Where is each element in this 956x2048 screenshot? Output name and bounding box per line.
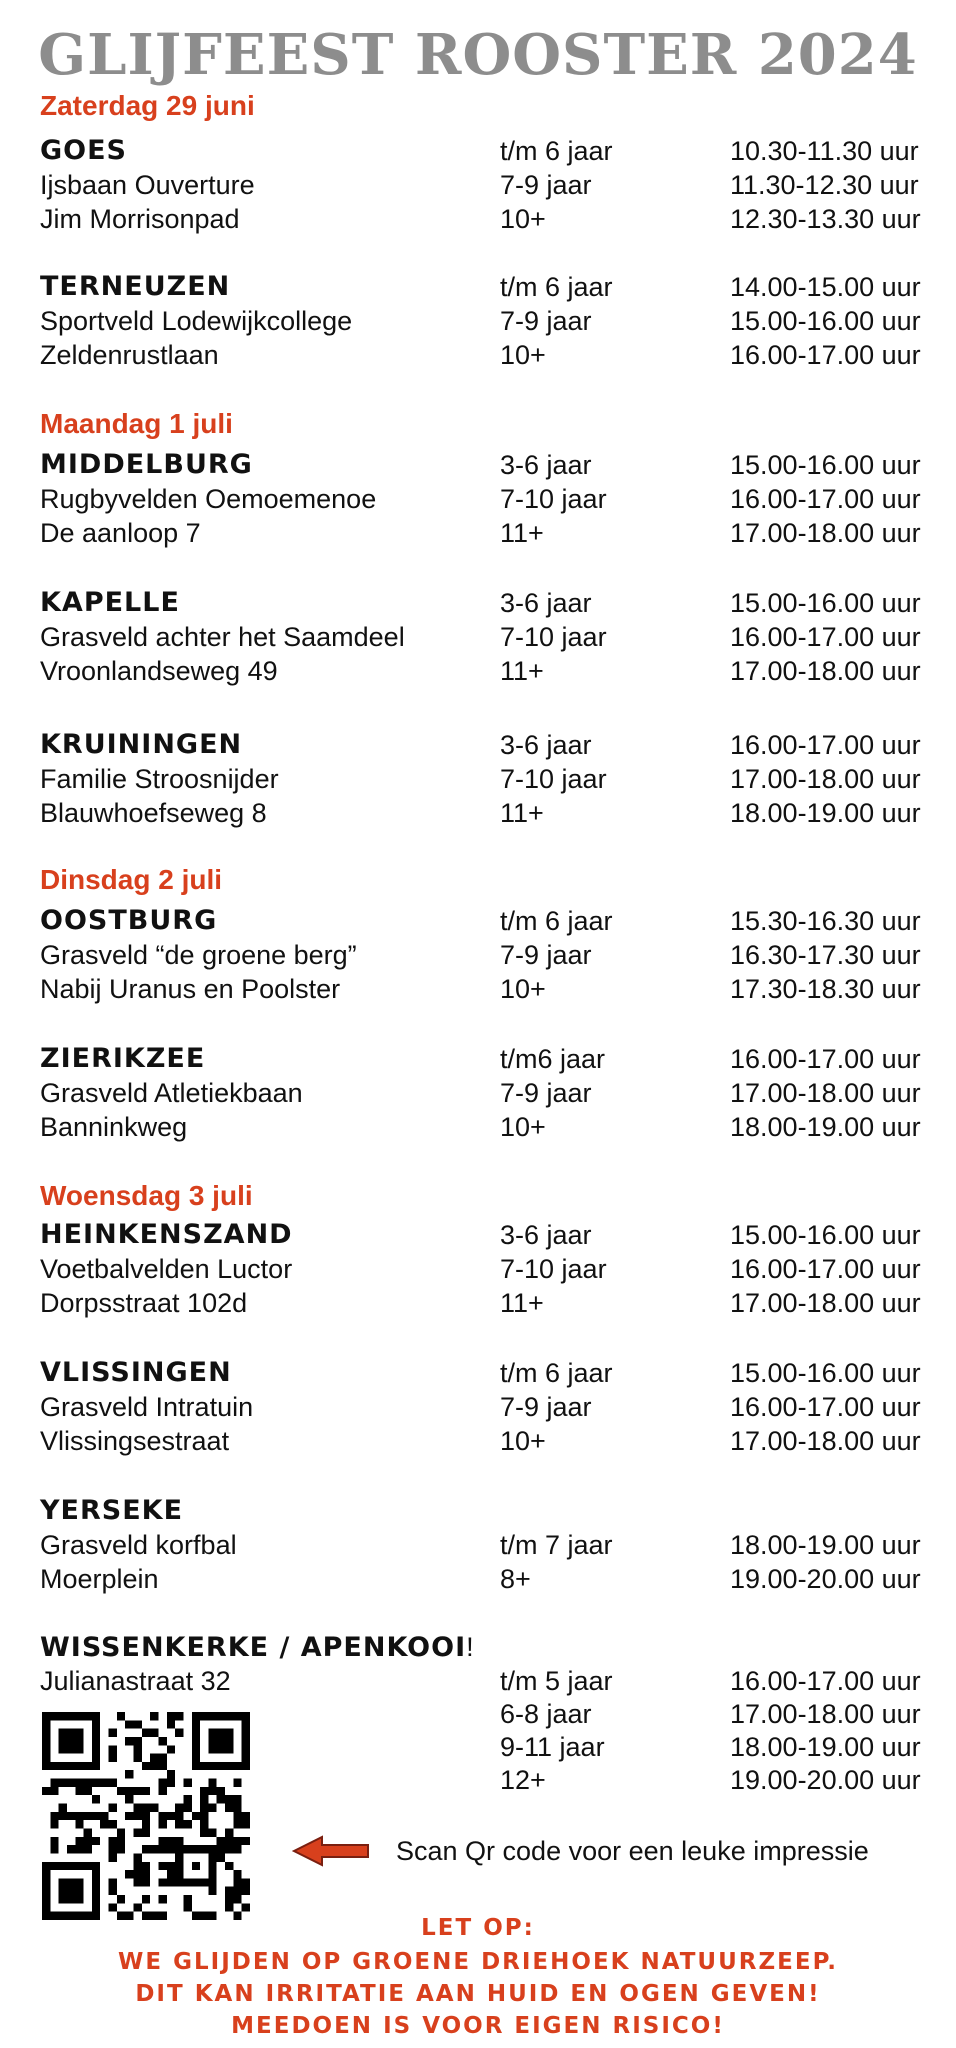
location-name: KAPELLE xyxy=(40,587,180,618)
location-goes-row xyxy=(0,202,956,236)
day-heading-zaterdag: Zaterdag 29 juni xyxy=(40,90,255,121)
location-kapelle-row xyxy=(0,586,956,620)
location-yerseke-row xyxy=(0,1562,956,1596)
time-slot: 17.30-18.30 uur xyxy=(730,974,921,1004)
time-slot: 16.00-17.00 uur xyxy=(730,484,921,514)
warning-heading: LET OP: xyxy=(421,1915,535,1941)
time-slot: 17.00-18.00 uur xyxy=(730,1288,921,1318)
location-middelburg-row xyxy=(0,448,956,482)
location-kapelle-row xyxy=(0,654,956,688)
location-zierikzee-row xyxy=(0,1110,956,1144)
age-group: 9-11 jaar xyxy=(500,1732,605,1762)
location-zierikzee-row xyxy=(0,1076,956,1110)
age-group: 7-9 jaar xyxy=(500,1078,592,1108)
location-terneuzen-row xyxy=(0,270,956,304)
venue: Voetbalvelden Luctor xyxy=(40,1254,293,1284)
location-name: GOES xyxy=(40,135,128,166)
time-slot: 18.00-19.00 uur xyxy=(730,1112,921,1142)
time-slot: 17.00-18.00 uur xyxy=(730,656,921,686)
location-goes-row xyxy=(0,134,956,168)
age-group: 6-8 jaar xyxy=(500,1699,592,1729)
time-slot: 11.30-12.30 uur xyxy=(730,170,919,200)
location-name: OOSTBURG xyxy=(40,905,218,936)
location-heinkenszand-row xyxy=(0,1252,956,1286)
warning-line: WE GLIJDEN OP GROENE DRIEHOEK NATUURZEEP. xyxy=(118,1949,838,1975)
age-group: 7-10 jaar xyxy=(500,1254,607,1284)
location-terneuzen-row xyxy=(0,338,956,372)
time-slot: 16.30-17.30 uur xyxy=(730,940,921,970)
location-name: ZIERIKZEE xyxy=(40,1043,206,1074)
time-slot: 10.30-11.30 uur xyxy=(730,136,919,166)
location-name: MIDDELBURG xyxy=(40,449,253,480)
location-zierikzee-row xyxy=(0,1042,956,1076)
age-group: t/m6 jaar xyxy=(500,1044,606,1074)
time-slot: 15.00-16.00 uur xyxy=(730,588,921,618)
age-group: t/m 5 jaar xyxy=(500,1666,613,1696)
address: De aanloop 7 xyxy=(40,518,201,548)
location-oostburg-row xyxy=(0,904,956,938)
location-name: KRUININGEN xyxy=(40,729,243,760)
age-group: t/m 6 jaar xyxy=(500,136,613,166)
address: Nabij Uranus en Poolster xyxy=(40,974,341,1004)
time-slot: 19.00-20.00 uur xyxy=(730,1765,921,1795)
warning-line: DIT KAN IRRITATIE AAN HUID EN OGEN GEVEN! xyxy=(135,1981,821,2007)
location-kruiningen-row xyxy=(0,728,956,762)
address: Banninkweg xyxy=(40,1112,188,1142)
age-group: 8+ xyxy=(500,1564,531,1594)
location-oostburg-row xyxy=(0,972,956,1006)
age-group: 3-6 jaar xyxy=(500,450,592,480)
time-slot: 16.00-17.00 uur xyxy=(730,730,921,760)
location-middelburg-row xyxy=(0,482,956,516)
address: Zeldenrustlaan xyxy=(40,340,219,370)
time-slot: 16.00-17.00 uur xyxy=(730,1666,921,1696)
location-vlissingen-row xyxy=(0,1424,956,1458)
location-wissenkerke-row xyxy=(0,1664,956,1698)
age-group: 11+ xyxy=(500,798,544,828)
location-yerseke-row xyxy=(0,1528,956,1562)
location-name xyxy=(40,1630,475,1665)
age-group: 7-9 jaar xyxy=(500,170,592,200)
address: Vlissingsestraat xyxy=(40,1426,230,1456)
venue: Grasveld Intratuin xyxy=(40,1392,254,1422)
age-group: 11+ xyxy=(500,1288,544,1318)
location-oostburg-row xyxy=(0,938,956,972)
location-vlissingen-row xyxy=(0,1356,956,1390)
age-group: 10+ xyxy=(500,1426,546,1456)
location-kruiningen-row xyxy=(0,796,956,830)
time-slot: 14.00-15.00 uur xyxy=(730,272,921,302)
age-group: 7-9 jaar xyxy=(500,1392,592,1422)
age-group: 7-9 jaar xyxy=(500,940,592,970)
time-slot: 15.00-16.00 uur xyxy=(730,1358,921,1388)
time-slot: 15.00-16.00 uur xyxy=(730,306,921,336)
location-name: VLISSINGEN xyxy=(40,1357,232,1388)
location-kruiningen-row xyxy=(0,762,956,796)
qr-code[interactable] xyxy=(42,1712,250,1920)
time-slot: 16.00-17.00 uur xyxy=(730,1044,921,1074)
location-name-text: WISSENKERKE / APENKOOI xyxy=(40,1632,467,1663)
time-slot: 18.00-19.00 uur xyxy=(730,1732,921,1762)
address: Jim Morrisonpad xyxy=(40,204,240,234)
time-slot: 16.00-17.00 uur xyxy=(730,1254,921,1284)
age-group: 11+ xyxy=(500,656,544,686)
address: Vroonlandseweg 49 xyxy=(40,656,278,686)
venue: Grasveld achter het Saamdeel xyxy=(40,622,405,652)
age-group: 3-6 jaar xyxy=(500,1220,592,1250)
time-slot: 15.00-16.00 uur xyxy=(730,1220,921,1250)
location-terneuzen-row xyxy=(0,304,956,338)
location-yerseke-row xyxy=(0,1494,956,1528)
venue: Grasveld Atletiekbaan xyxy=(40,1078,303,1108)
exclamation: ! xyxy=(466,1632,475,1662)
warning-line: MEEDOEN IS VOOR EIGEN RISICO! xyxy=(231,2013,725,2039)
age-group: 10+ xyxy=(500,974,546,1004)
day-heading-dinsdag: Dinsdag 2 juli xyxy=(40,864,223,895)
age-group: 11+ xyxy=(500,518,544,548)
time-slot: 17.00-18.00 uur xyxy=(730,1699,921,1729)
location-heinkenszand-row xyxy=(0,1218,956,1252)
age-group: 7-10 jaar xyxy=(500,484,607,514)
location-heinkenszand-row xyxy=(0,1286,956,1320)
time-slot: 15.30-16.30 uur xyxy=(730,906,921,936)
page-title: GLIJFEEST ROOSTER 2024 xyxy=(38,22,918,88)
location-name: HEINKENSZAND xyxy=(40,1219,293,1250)
time-slot: 16.00-17.00 uur xyxy=(730,1392,921,1422)
age-group: 10+ xyxy=(500,204,546,234)
time-slot: 18.00-19.00 uur xyxy=(730,798,921,828)
venue: Sportveld Lodewijkcollege xyxy=(40,306,353,336)
venue: Ijsbaan Ouverture xyxy=(40,170,255,200)
venue: Rugbyvelden Oemoemenoe xyxy=(40,484,377,514)
age-group: 7-10 jaar xyxy=(500,764,607,794)
age-group: 10+ xyxy=(500,340,546,370)
left-arrow-icon xyxy=(292,1834,370,1868)
time-slot: 17.00-18.00 uur xyxy=(730,1426,921,1456)
location-middelburg-row xyxy=(0,516,956,550)
age-group: 7-10 jaar xyxy=(500,622,607,652)
age-group: t/m 6 jaar xyxy=(500,906,613,936)
location-wissenkerke-row xyxy=(0,1630,956,1664)
age-group: 3-6 jaar xyxy=(500,730,592,760)
day-heading-maandag: Maandag 1 juli xyxy=(40,408,233,439)
time-slot: 12.30-13.30 uur xyxy=(730,204,921,234)
time-slot: 17.00-18.00 uur xyxy=(730,1078,921,1108)
location-name: TERNEUZEN xyxy=(40,271,231,302)
age-group: 7-9 jaar xyxy=(500,306,592,336)
location-kapelle-row xyxy=(0,620,956,654)
venue: Familie Stroosnijder xyxy=(40,764,279,794)
location-vlissingen-row xyxy=(0,1390,956,1424)
address: Blauwhoefseweg 8 xyxy=(40,798,267,828)
time-slot: 15.00-16.00 uur xyxy=(730,450,921,480)
venue: Grasveld “de groene berg” xyxy=(40,940,357,970)
location-goes-row xyxy=(0,168,956,202)
time-slot: 19.00-20.00 uur xyxy=(730,1564,921,1594)
time-slot: 17.00-18.00 uur xyxy=(730,518,921,548)
scan-qr-text: Scan Qr code voor een leuke impressie xyxy=(396,1836,869,1866)
time-slot: 16.00-17.00 uur xyxy=(730,340,921,370)
age-group: t/m 6 jaar xyxy=(500,1358,613,1388)
age-group: t/m 6 jaar xyxy=(500,272,613,302)
time-slot: 17.00-18.00 uur xyxy=(730,764,921,794)
location-name: YERSEKE xyxy=(40,1495,184,1526)
age-group: t/m 7 jaar xyxy=(500,1530,613,1560)
time-slot: 16.00-17.00 uur xyxy=(730,622,921,652)
day-heading-woensdag: Woensdag 3 juli xyxy=(40,1180,253,1211)
venue: Grasveld korfbal xyxy=(40,1530,237,1560)
address: Moerplein xyxy=(40,1564,159,1594)
age-group: 10+ xyxy=(500,1112,546,1142)
time-slot: 18.00-19.00 uur xyxy=(730,1530,921,1560)
age-group: 12+ xyxy=(500,1765,546,1795)
address: Dorpsstraat 102d xyxy=(40,1288,248,1318)
address: Julianastraat 32 xyxy=(40,1666,231,1696)
age-group: 3-6 jaar xyxy=(500,588,592,618)
